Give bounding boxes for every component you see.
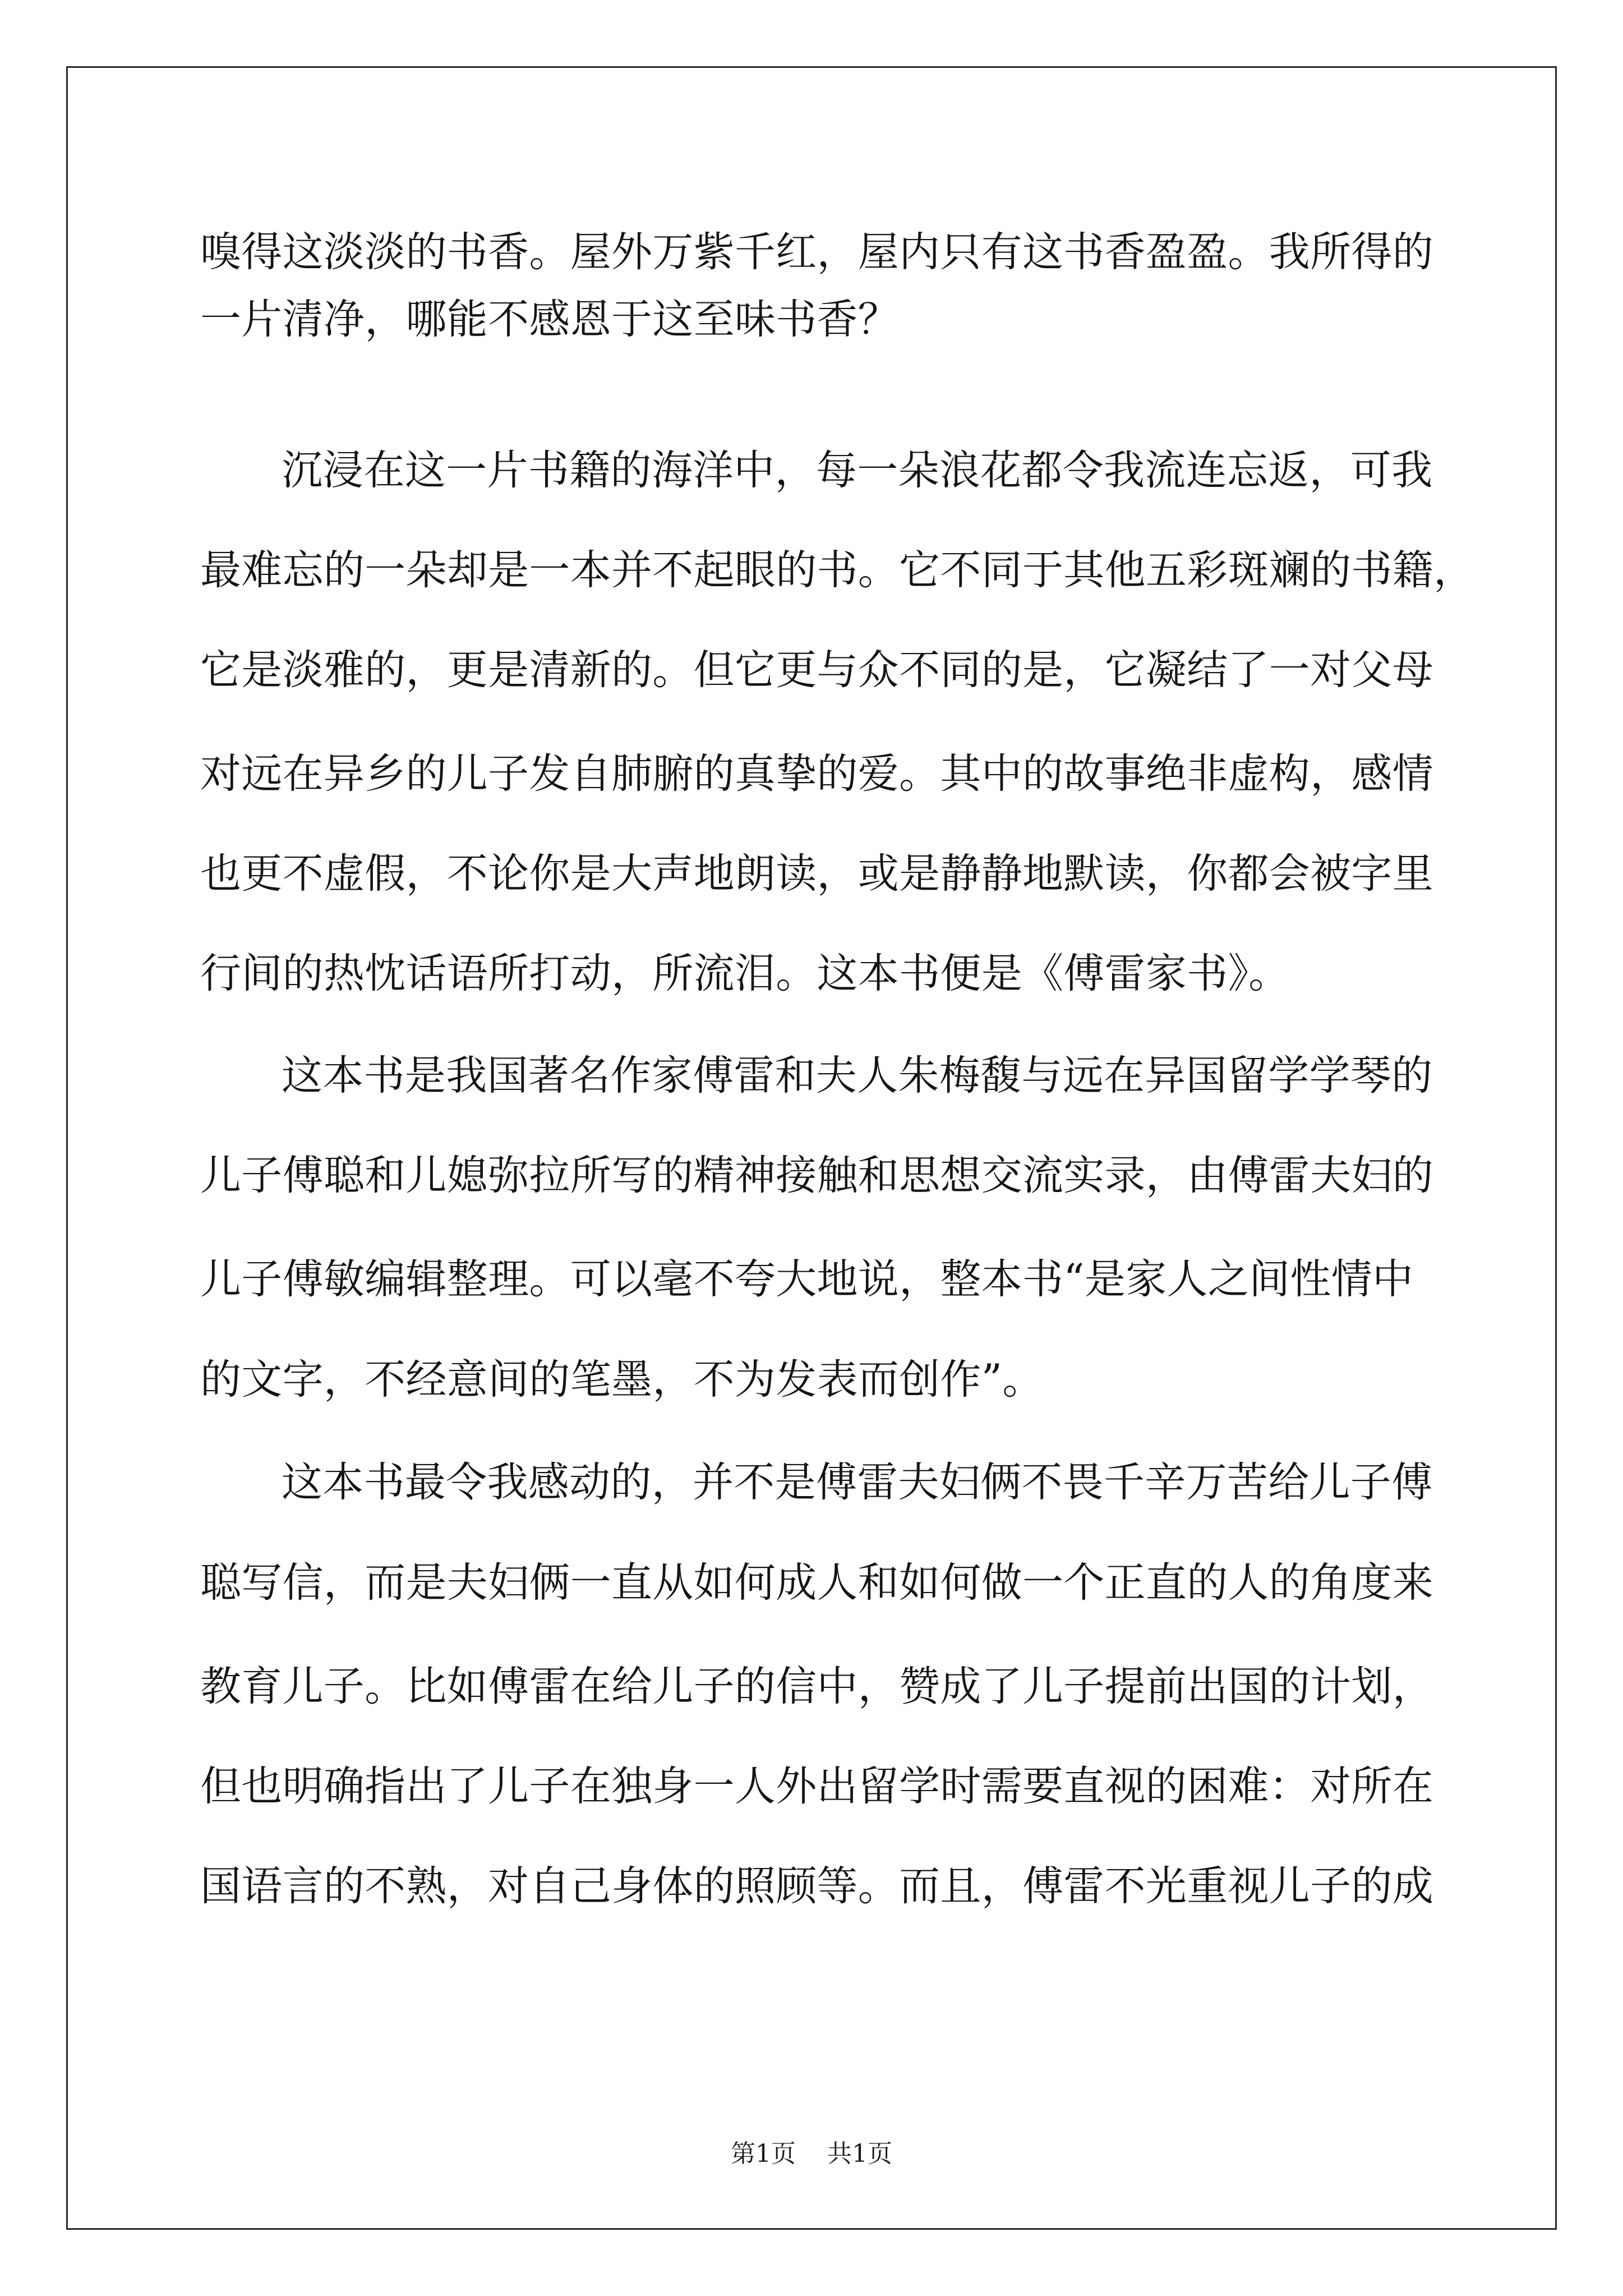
text-line: 儿子傅聪和儿媳弥拉所写的精神接触和思想交流实录，由傅雷夫妇的 <box>200 1152 1433 1199</box>
text-line: 也更不虚假，不论你是大声地朗读，或是静静地默读，你都会被字里 <box>200 850 1433 898</box>
text-line: 儿子傅敏编辑整理。可以毫不夸大地说，整本书“是家人之间性情中 <box>200 1255 1414 1303</box>
page-number-footer: 第1页 共1页 <box>731 2139 892 2168</box>
text-line: 它是淡雅的，更是清新的。但它更与众不同的是，它凝结了一对父母 <box>200 646 1433 694</box>
paragraph-first-line: 这本书是我国著名作家傅雷和夫人朱梅馥与远在异国留学学琴的 <box>282 1052 1433 1099</box>
text-line: 最难忘的一朵却是一本并不起眼的书。它不同于其他五彩斑斓的书籍， <box>200 546 1475 594</box>
text-line: 的文字，不经意间的笔墨，不为发表而创作”。 <box>200 1356 1044 1404</box>
paragraph-first-line: 沉浸在这一片书籍的海洋中，每一朵浪花都令我流连忘返，可我 <box>282 447 1433 494</box>
text-line: 对远在异乡的儿子发自肺腑的真挚的爱。其中的故事绝非虚构，感情 <box>200 750 1433 798</box>
text-line: 教育儿子。比如傅雷在给儿子的信中，赞成了儿子提前出国的计划， <box>200 1663 1433 1710</box>
text-line: 但也明确指出了儿子在独身一人外出留学时需要直视的困难：对所在 <box>200 1763 1433 1810</box>
text-line: 行间的热忱话语所打动，所流泪。这本书便是《傅雷家书》。 <box>200 950 1290 997</box>
paragraph-first-line: 这本书最令我感动的，并不是傅雷夫妇俩不畏千辛万苦给儿子傅 <box>282 1458 1433 1506</box>
text-line: 一片清净，哪能不感恩于这至味书香？ <box>200 296 900 343</box>
text-line: 聪写信，而是夫妇俩一直从如何成人和如何做一个正直的人的角度来 <box>200 1559 1433 1607</box>
text-line: 嗅得这淡淡的书香。屋外万紫千红，屋内只有这书香盈盈。我所得的 <box>200 228 1433 276</box>
text-line: 国语言的不熟，对自己身体的照顾等。而且，傅雷不光重视儿子的成 <box>200 1862 1433 1910</box>
